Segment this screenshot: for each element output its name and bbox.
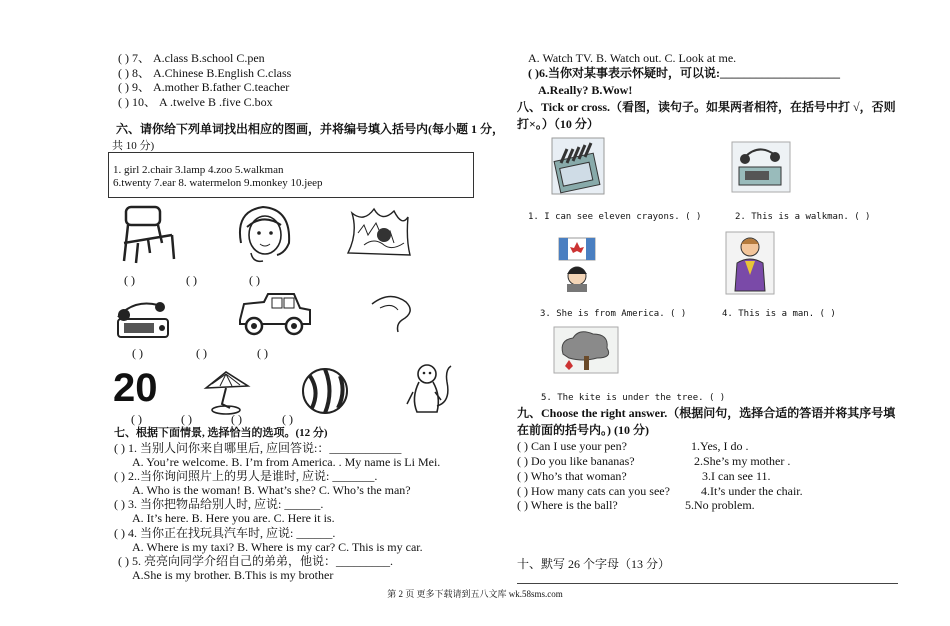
section-8-title-2: 打×。）（10 分） <box>517 117 599 131</box>
girl-picture <box>233 203 295 265</box>
word-box <box>108 152 474 198</box>
word-list-row-2: 6.twenty 7.ear 8. watermelon 9.monkey 10.jeep <box>113 177 323 189</box>
lamp-picture <box>200 370 256 416</box>
tick-sentence-1: 1. I can see eleven crayons. ( ) <box>528 212 702 222</box>
question-5-options: A. Watch TV. B. Watch out. C. Look at me. <box>528 51 737 65</box>
tick-sentence-2: 2. This is a walkman. ( ) <box>735 212 871 222</box>
situation-5-options: A.She is my brother. B.This is my brother <box>132 568 334 582</box>
man-picture <box>725 231 775 295</box>
matching-answer-2: 2.She’s my mother . <box>694 454 791 468</box>
monkey-picture <box>405 362 453 418</box>
situation-5: ( ) 5. 亮亮向同学介绍自己的弟弟，他说：_________. <box>118 554 393 568</box>
section-8-title: 八、Tick or cross.（看图，读句子。如果两者相符，在括号中打 √，否则 <box>517 100 896 114</box>
situation-2-options: A. Who is the woman! B. What’s she? C. Who’s the man? <box>132 483 411 497</box>
page-footer: 第 2 页 更多下载请到五八文库 wk.58sms.com <box>387 589 563 599</box>
section-6-title: 六、请你给下列单词找出相应的图画，并将编号填入括号内(每小题 1 分， <box>116 122 504 136</box>
twenty-picture: 20 <box>113 366 158 410</box>
answer-paren[interactable]: ( ) <box>131 412 142 426</box>
matching-answer-3: 3.I can see 11. <box>702 469 771 483</box>
jeep-picture <box>234 290 314 338</box>
tick-sentence-5: 5. The kite is under the tree. ( ) <box>541 393 726 403</box>
chair-picture <box>118 203 178 265</box>
writing-line[interactable] <box>517 583 898 584</box>
question-6: ( )6.当你对某事表示怀疑时，可以说:____________________ <box>528 66 840 80</box>
answer-paren[interactable]: ( ) <box>282 412 293 426</box>
walkman-color-picture <box>731 141 791 193</box>
matching-question-3: ( ) Who’s that woman? <box>517 469 627 483</box>
walkman-picture <box>114 297 176 341</box>
answer-paren[interactable]: ( ) <box>186 273 197 287</box>
matching-question-1: ( ) Can I use your pen? <box>517 439 627 453</box>
question-6-options: A.Really? B.Wow! <box>538 83 633 97</box>
section-9-title-2: 在前面的括号内。) (10 分) <box>517 423 649 437</box>
answer-paren[interactable]: ( ) <box>231 412 242 426</box>
matching-answer-5: 5.No problem. <box>685 498 755 512</box>
section-9-title: 九、Choose the right answer.（根据问句，选择合适的答语并将其序号填 <box>517 406 896 420</box>
situation-3-options: A. It’s here. B. Here you are. C. Here it is. <box>132 511 335 525</box>
situation-2: ( ) 2..当你询问照片上的男人是谁时, 应说: _______. <box>114 469 378 483</box>
answer-paren[interactable]: ( ) <box>132 346 143 360</box>
situation-1: ( ) 1. 当别人问你来自哪里后, 应回答说:：____________ <box>114 441 402 455</box>
question-7: ( ) 7、 A.class B.school C.pen <box>118 51 265 65</box>
situation-3: ( ) 3. 当你把物品给别人时, 应说: ______. <box>114 497 324 511</box>
kite-tree-picture <box>553 326 619 374</box>
tick-sentence-4: 4. This is a man. ( ) <box>722 309 836 319</box>
section-10-title: 十、默写 26 个字母（13 分） <box>517 557 671 571</box>
answer-paren[interactable]: ( ) <box>249 273 260 287</box>
question-8: ( ) 8、 A.Chinese B.English C.class <box>118 66 292 80</box>
matching-answer-4: 4.It’s under the chair. <box>701 484 803 498</box>
ear-picture <box>366 294 418 334</box>
answer-paren[interactable]: ( ) <box>257 346 268 360</box>
zoo-picture <box>344 203 412 261</box>
question-9: ( ) 9、 A.mother B.father C.teacher <box>118 80 290 94</box>
answer-paren[interactable]: ( ) <box>196 346 207 360</box>
word-list-row-1: 1. girl 2.chair 3.lamp 4.zoo 5.walkman <box>113 164 284 176</box>
situation-4-options: A. Where is my taxi? B. Where is my car? C. This is my car. <box>132 540 423 554</box>
matching-answer-1: 1.Yes, I do . <box>691 439 749 453</box>
canada-flag-girl-picture <box>555 236 603 292</box>
situation-1-options: A. You’re welcome. B. I’m from America. . My name is Li Mei. <box>132 455 441 469</box>
answer-paren[interactable]: ( ) <box>181 412 192 426</box>
question-10: ( ) 10、 A .twelve B .five C.box <box>118 95 273 109</box>
section-7-title: 七、根据下面情景, 选择恰当的选项。(12 分) <box>114 427 328 439</box>
matching-question-5: ( ) Where is the ball? <box>517 498 618 512</box>
situation-4: ( ) 4. 当你正在找玩具汽车时, 应说: ______. <box>114 526 336 540</box>
crayons-picture <box>551 137 605 195</box>
watermelon-picture <box>300 366 350 416</box>
matching-question-4: ( ) How many cats can you see? <box>517 484 670 498</box>
section-6-score: 共 10 分) <box>112 140 155 152</box>
matching-question-2: ( ) Do you like bananas? <box>517 454 635 468</box>
tick-sentence-3: 3. She is from America. ( ) <box>540 309 687 319</box>
answer-paren[interactable]: ( ) <box>124 273 135 287</box>
